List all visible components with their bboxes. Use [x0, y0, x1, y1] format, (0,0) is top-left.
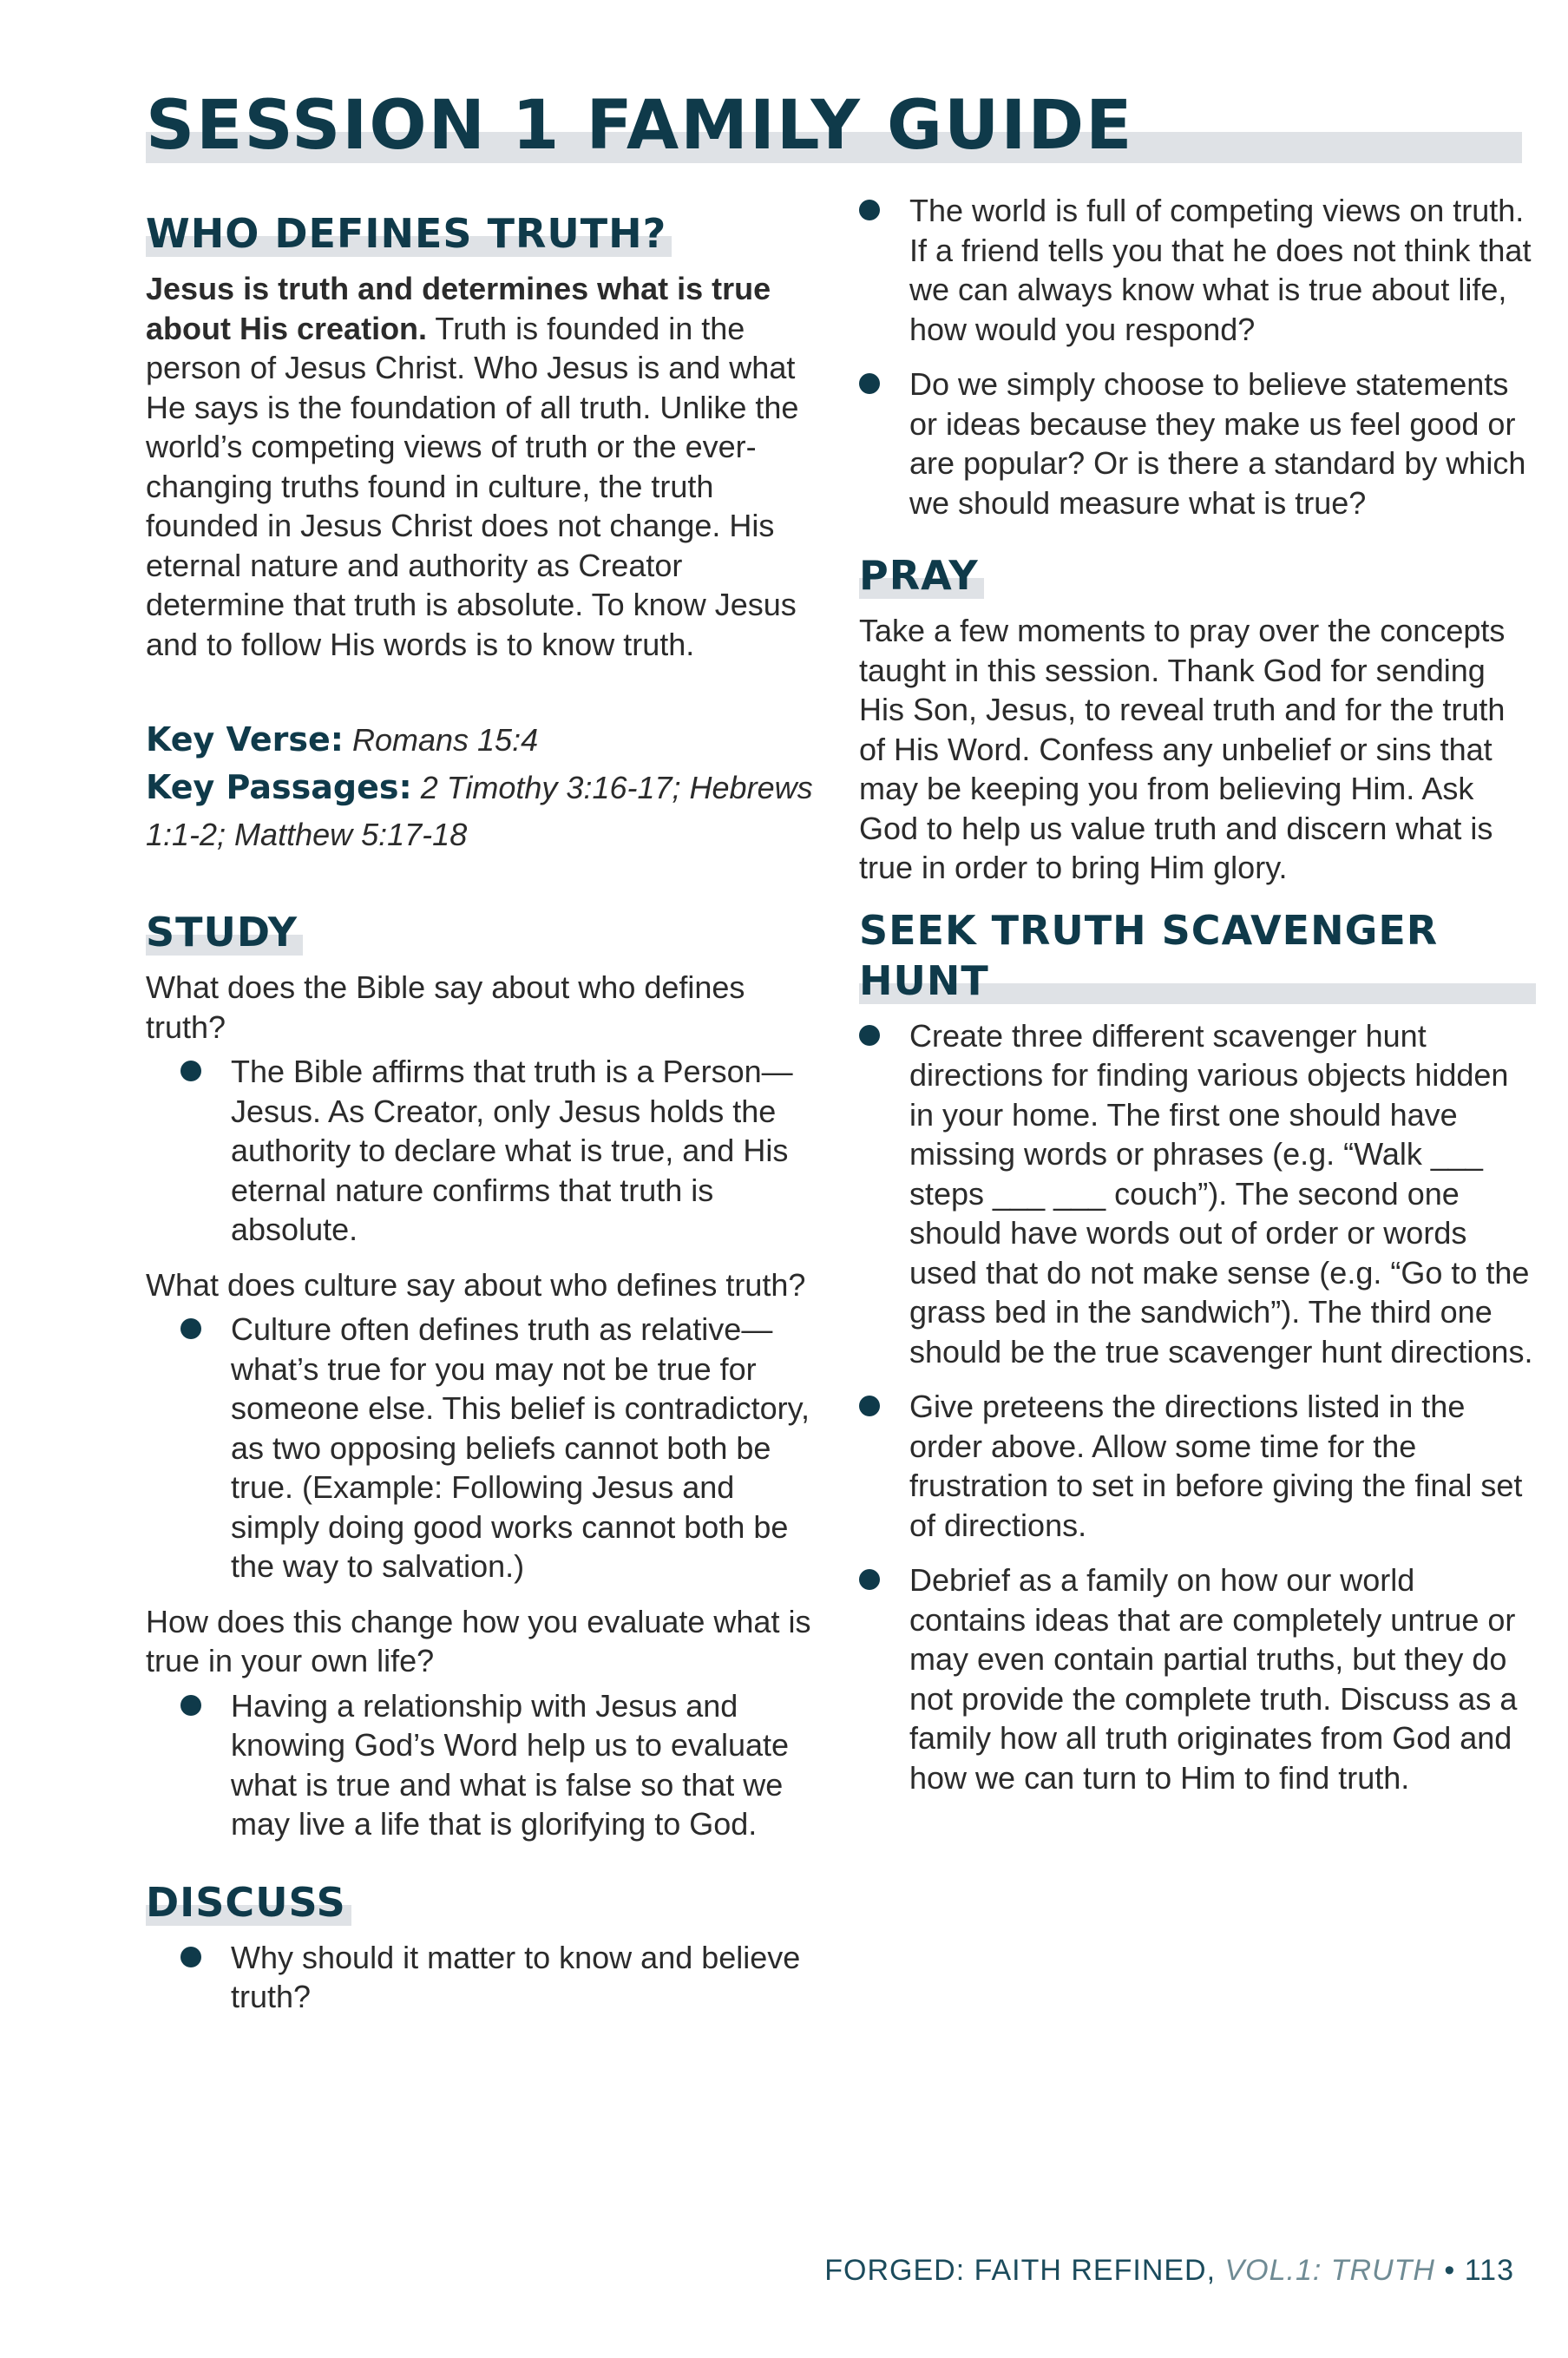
bullet-icon: [180, 1947, 201, 1967]
study-question-2: What does culture say about who defines truth?: [146, 1266, 806, 1303]
bullet-icon: [859, 1569, 880, 1590]
section-heading-study: STUDY: [146, 907, 303, 957]
right-column: [859, 191, 1536, 1813]
hunt-item-3: Debrief as a family on how our world contains ideas that are completely untrue or may even contain partial truths, but they do not provide the complete truth. Discuss as a family how all truth originates from God and how we can turn to Him to find truth.: [859, 1560, 1536, 1797]
page-footer: [824, 2254, 1514, 2288]
discuss-item-3: Do we simply choose to believe statements or ideas because they make us feel good or are popular? Or is there a standard by which we should measure what is true?: [859, 365, 1536, 522]
bullet-icon: [180, 1695, 201, 1716]
study-question-3: How does this change how you evaluate what is true in your own life?: [146, 1603, 811, 1678]
section-heading-who-defines-truth: WHO DEFINES TRUTH?: [146, 208, 672, 259]
bullet-icon: [859, 200, 880, 220]
page-number: 113: [1464, 2254, 1514, 2287]
intro-lead: Jesus is truth and determines what is true about His creation.: [146, 271, 771, 346]
footer-volume: VOL.1: TRUTH: [1224, 2254, 1435, 2287]
hunt-item-1: Create three different scavenger hunt directions for finding various objects hidden in your home. The first one should have missing words or phrases (e.g. “Walk ___ steps ___ ___ couch”). The second one should have words out of order or words used that do not make sense (e.g. “Go to the grass bed in the sandwich”). The third one should be the true scavenger hunt directions.: [859, 1016, 1536, 1372]
key-passages: Key Passages: 2 Timothy 3:16-17; Hebrews 1:1-2; Matthew 5:17-18: [146, 768, 813, 852]
bullet-icon: [859, 1025, 880, 1046]
footer-separator: •: [1434, 2254, 1465, 2287]
study-answer-2: Culture often defines truth as relative—what’s true for you may not be true for someone else. This belief is contradictory, as two opposing beliefs cannot both be true. (Example: Following Jesus and simply doing good works cannot both be the way to salvation.): [146, 1310, 823, 1586]
bullet-icon: [180, 1061, 201, 1081]
page-title-block: [146, 87, 1522, 200]
pray-paragraph: Take a few moments to pray over the concepts taught in this session. Thank God for sending His Son, Jesus, to reveal truth and for the truth of His Word. Confess any unbelief or sins that may be keeping you from believing Him. Ask God to help us value truth and discern what is true in order to bring Him glory.: [859, 613, 1506, 885]
discuss-item-2: The world is full of competing views on truth. If a friend tells you that he does not think that we can always know what is true about life, how would you respond?: [859, 191, 1536, 349]
section-heading-scavenger-hunt: SEEK TRUTH SCAVENGER HUNT: [859, 905, 1536, 1006]
section-heading-discuss: DISCUSS: [146, 1877, 351, 1928]
intro-paragraph: [146, 269, 823, 664]
study-answer-1: The Bible affirms that truth is a Person—Jesus. As Creator, only Jesus holds the authority to declare what is true, and His eternal nature confirms that truth is absolute.: [146, 1052, 823, 1250]
left-column: [146, 208, 823, 2033]
page-title: SESSION 1 FAMILY GUIDE: [146, 87, 1134, 165]
bullet-icon: [180, 1318, 201, 1339]
hunt-item-2: Give preteens the directions listed in the order above. Allow some time for the frustration to set in before giving the final set of directions.: [859, 1387, 1536, 1545]
intro-body: Truth is founded in the person of Jesus Christ. Who Jesus is and what He says is the foundation of all truth. Unlike the world’s competing views of truth or the ever-changing truths found in culture, the truth founded in Jesus Christ does not change. His eternal nature and authority as Creator determine that truth is absolute. To know Jesus and to follow His words is to know truth.: [146, 310, 799, 662]
section-heading-pray: PRAY: [859, 550, 984, 601]
bullet-icon: [859, 373, 880, 394]
key-verse: Key Verse: Romans 15:4: [146, 720, 539, 759]
bullet-icon: [859, 1396, 880, 1416]
discuss-item-1: Why should it matter to know and believe truth?: [146, 1938, 823, 2017]
footer-series: FORGED: FAITH REFINED,: [824, 2254, 1225, 2287]
study-answer-3: Having a relationship with Jesus and knowing God’s Word help us to evaluate what is true and what is false so that we may live a life that is glorifying to God.: [146, 1686, 823, 1844]
study-question-1: What does the Bible say about who defines truth?: [146, 969, 745, 1045]
